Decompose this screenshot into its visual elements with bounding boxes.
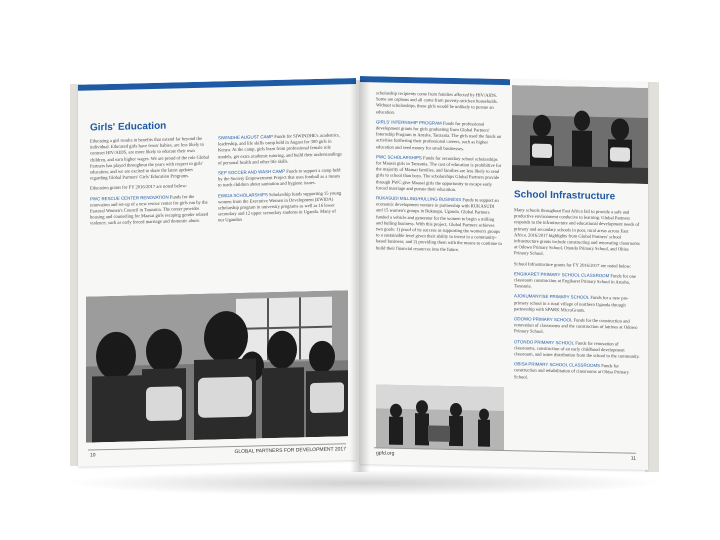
continued-paragraph: scholarship recipients come from families affected by HIV/AIDS. Some are orphans and all come from poverty-stricken households. Without scholarships, these girls would be unlikely to pursue an education. [376, 90, 498, 115]
left-page-number: 10 [90, 452, 96, 459]
girls-education-heading: Girls' Education [90, 120, 167, 134]
grant-item [218, 132, 342, 166]
grant-title: SEP SOCCER AND WASH CAMP [218, 168, 286, 176]
grant-item [218, 167, 342, 189]
grants-intro: Education grants for FY 2016/2017 are noted below: [90, 183, 187, 191]
right-footer-rule [374, 448, 636, 457]
grant-text: Funds for the renovation and set-up of a new rescue center for girls run by the Pastoral Women's Council in Tanzania. The center provides housing and counseling for Maasai girls escaping gender related violence, such as early forced marriage and domestic abuse. [90, 193, 209, 226]
intro-paragraph: Educating a girl results in benefits that extend far beyond the individual. Educated girls have fewer babies, are less likely to contract HIV/AIDS, are more likely to educate their own children, and earn higher wages. We are proud of the role Global Partners has played throughout the years with respect to girls' education, and we are excited to share the latest updates regarding Global Partners' Girls' Education Programs. [90, 135, 210, 181]
school-title: ODOWO PRIMARY SCHOOL [514, 316, 573, 323]
grant-item [376, 119, 502, 153]
right-page [360, 76, 648, 470]
footer-url: gpfd.org [376, 450, 395, 457]
grant-item [376, 154, 502, 194]
grant-text: Funds to support a camp held by the Society Empowerment Project that uses football as a means to teach children about sanitation and hygiene issues. [218, 167, 341, 188]
right-page-number: 11 [630, 455, 636, 462]
grant-title: GIRLS' INTERNSHIP PROGRAM [376, 119, 442, 126]
grant-item [90, 193, 210, 227]
grant-text: Funds for SIWINDHE's academics, leadership, and life skills camp held in August for 300 girls in Kenya. At the camp, girls learn from professional female role models, get extra academic tutoring, and build their understandings of personal health and other life skills. [218, 132, 342, 166]
school-infrastructure-heading: School Infrastructure [514, 189, 616, 203]
footer-title: GLOBAL PARTNERS FOR DEVELOPMENT 2017 [234, 446, 346, 455]
book-shadow [64, 470, 664, 496]
right-column-1 [376, 90, 502, 258]
left-page [78, 78, 356, 467]
school-item [514, 294, 640, 315]
school-item [514, 316, 640, 337]
school-item [514, 361, 640, 382]
left-column-1 [90, 136, 210, 232]
right-column-2 [514, 207, 640, 387]
school-text: Funds for renovation of classrooms, construction of an early childhood development classroom, and water distribution from the school to the community. [514, 340, 640, 359]
school-text: Funds for the construction and renovation of classrooms and the construction of latrines at Odowo Primary School. [514, 317, 638, 335]
milling-photo [376, 384, 504, 451]
school-title: AJOKUMANYISE PRIMARY SCHOOL [514, 293, 590, 301]
school-intro: Many schools throughout East Africa fail to provide a safe and productive environment conducive to learning. Global Partners responds to the infrastructure and educational development needs of primary and secondary schools in poor, rural areas across East Africa. 2016/2017 highlights from Global Partners' school infrastructure grants include constructing and renovating classrooms at Odowo Primary School, Otondo Primary School, and Obisa Primary School. [514, 207, 640, 257]
grant-text: Scholarship funds supporting 15 young women from the Executive Women in Development (EWIDA) scholarship program in university programs as well as 16 lower secondary and 12 upper secondary students in Uganda. Many of our Ugandan [218, 189, 342, 223]
school-item [514, 271, 640, 292]
grant-item [376, 195, 502, 253]
school-title: ENGIKARET PRIMARY SCHOOL CLASSROOM [514, 271, 610, 279]
school-text: Funds for construction and rehabilitation of classrooms at Obisa Primary School. [514, 363, 629, 380]
school-title: OBISA PRIMARY SCHOOL CLASSROOMS [514, 361, 601, 369]
grant-title: PWC SCHOLARSHIPS [376, 154, 422, 161]
left-top-bar [78, 78, 356, 91]
grant-title: PWC RESCUE CENTER RENOVATION [90, 194, 169, 202]
grant-text: Funds for professional development grants for girls graduating from Global Partners' Internship Program in Arusha, Tanzania. The girls used the funds on activities furthering their professional careers, such as higher education and seed money for small businesses. [376, 120, 502, 151]
school-title: OTONDO PRIMARY SCHOOL [514, 338, 575, 346]
grant-text: Funds to support an economic development venture in partnership with RUKASUDI and 15 women's groups in Bukungu, Uganda. Global Partners funded a vehicle and generator for the women to begin a milling and hulling business. With this project, Global Partners achieves two goals: 1) proof of its success as supporting the women's groups to a sustainable level given their ability to invest in a community-based business; and 2) providing them with the means to continue to build their financial resources into the future. [376, 197, 502, 252]
school-grants-intro: School Infrastructure grants for FY 2016/2017 are noted below: [514, 260, 632, 269]
classroom-photo [512, 85, 648, 184]
school-text: Funds for a new pre-primary school in a rural village of northern Uganda through partnership with SPARK MicroGrants. [514, 295, 629, 313]
grant-text: Funds for secondary school scholarships for Maasai girls in Tanzania. The cost of education is prohibitive for the majority of Maasai families, and families are less likely to send girls to school than boys. The scholarships Global Partners provide through PWC give Maasai girls the opportunity to escape early forced marriage and pursue their education. [376, 155, 502, 192]
school-text: Funds for one classroom construction at Engikaret Primary School in Arusha, Tanzania. [514, 273, 636, 289]
right-top-bar [360, 76, 510, 85]
left-column-2 [218, 132, 342, 228]
school-item [514, 339, 640, 360]
grant-title: RUKASUDI MILLING/HULLING BUSINESS [376, 195, 462, 203]
grant-title: SIWINDHE AUGUST CAMP [218, 134, 274, 141]
grant-item [218, 190, 342, 224]
children-photo [86, 290, 348, 442]
book-gutter [350, 80, 370, 472]
grant-title: EWIDA SCHOLARSHIPS [218, 191, 268, 198]
